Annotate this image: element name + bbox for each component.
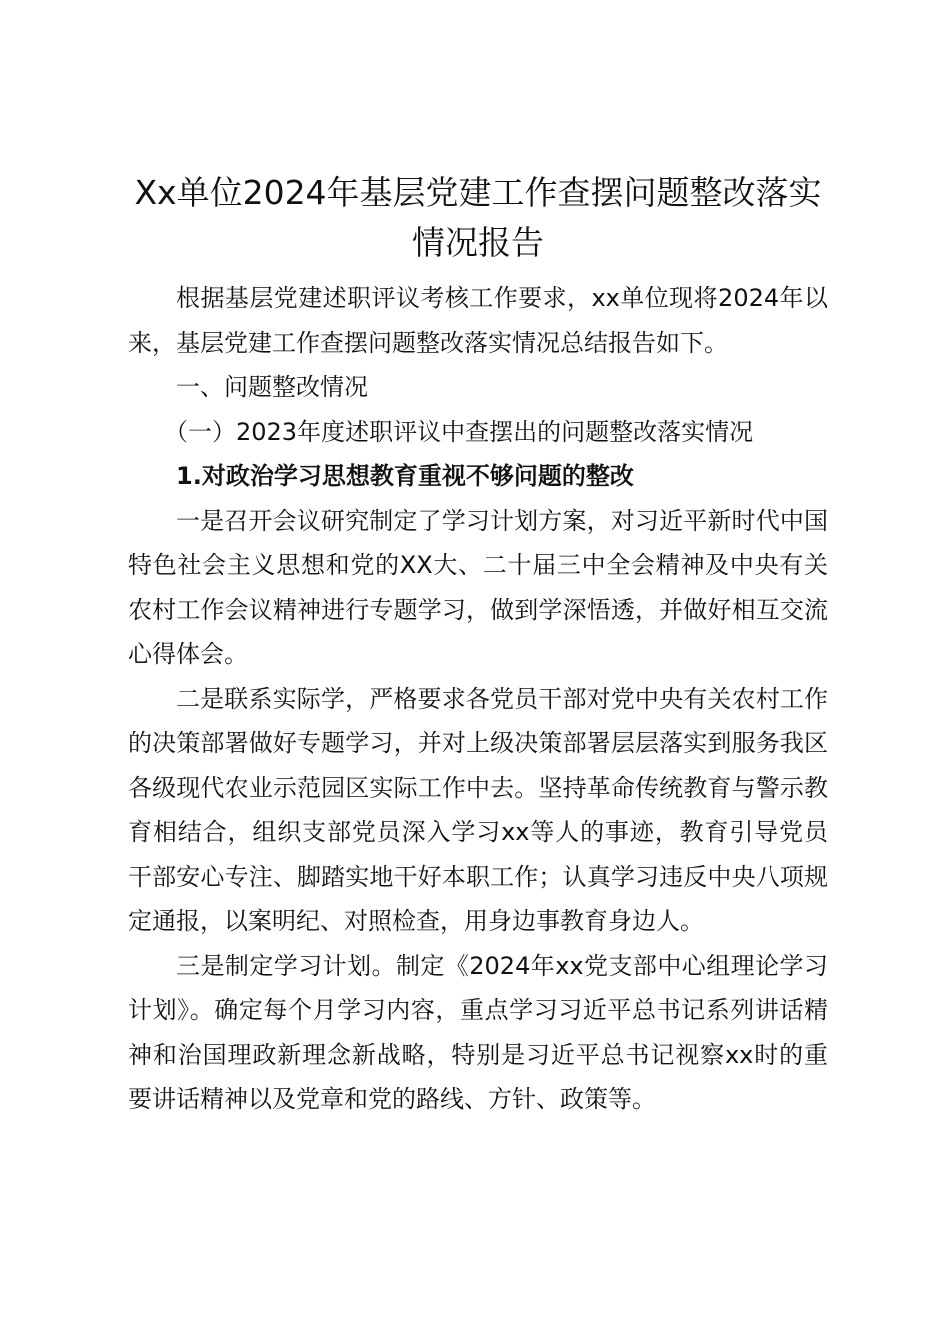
document-page	[128, 168, 828, 1122]
subsection-heading: （一）2023年度述职评议中查摆出的问题整改落实情况	[164, 417, 754, 446]
item-heading: 1.对政治学习思想教育重视不够问题的整改	[176, 462, 634, 490]
paragraph-three: 三是制定学习计划。制定《2024年xx党支部中心组理论学习计划》。确定每个月学习内容，重点学习习近平总书记系列讲话精神和治国理政新理念新战略，特别是习近平总书记视察xx时的重要讲话精神以及党章和党的路线、方针、政策等。	[128, 951, 828, 1113]
document-title: Xx单位2024年基层党建工作查摆问题整改落实情况报告	[134, 173, 822, 262]
intro-paragraph: 根据基层党建述职评议考核工作要求，xx单位现将2024年以来，基层党建工作查摆问题整改落实情况总结报告如下。	[128, 284, 828, 357]
section-heading: 一、问题整改情况	[176, 373, 368, 401]
paragraph-one: 一是召开会议研究制定了学习计划方案，对习近平新时代中国特色社会主义思想和党的XX大、二十届三中全会精神及中央有关农村工作会议精神进行专题学习，做到学深悟透，并做好相互交流心得体会。	[128, 506, 828, 668]
paragraph-two: 二是联系实际学，严格要求各党员干部对党中央有关农村工作的决策部署做好专题学习，并对上级决策部署层层落实到服务我区各级现代农业示范园区实际工作中去。坚持革命传统教育与警示教育相结合，组织支部党员深入学习xx等人的事迹，教育引导党员干部安心专注、脚踏实地干好本职工作；认真学习违反中央八项规定通报，以案明纪、对照检查，用身边事教育身边人。	[128, 684, 828, 935]
